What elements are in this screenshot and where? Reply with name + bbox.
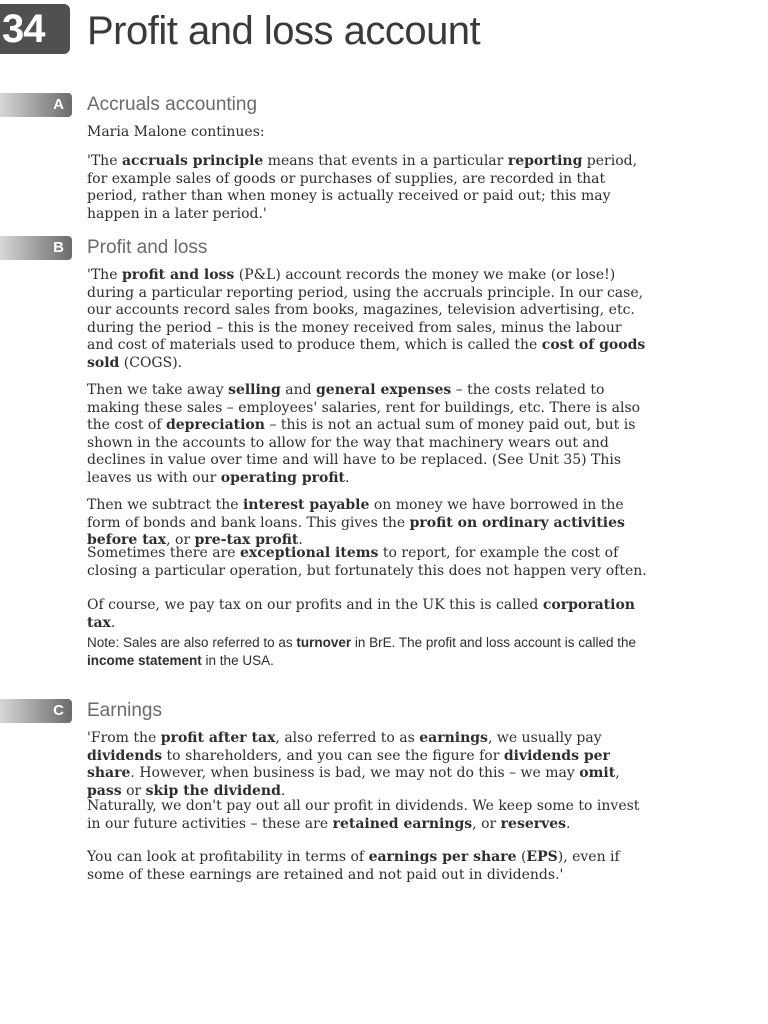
key-term: corporation tax <box>87 597 635 631</box>
section-b-paragraph-4 <box>87 545 652 580</box>
key-term: pre-tax profit <box>194 532 299 548</box>
text-run: to shareholders, and you can see the figure for <box>162 747 504 764</box>
unit-number-badge: 34 <box>0 4 70 54</box>
key-term: profit on ordinary activities before tax <box>87 514 625 548</box>
section-c-paragraph-1 <box>87 730 652 800</box>
text-run: to report, for example the cost of closing a particular operation, but fortunately this does not happen very often. <box>87 545 647 579</box>
key-term: interest payable <box>242 497 370 513</box>
key-term: general expenses <box>316 382 452 398</box>
key-term: accruals principle <box>121 153 264 169</box>
text-run: Of course, we pay tax on our profits and in the UK this is called <box>87 597 543 613</box>
text-run: on money we have borrowed in the form of bonds and bank loans. This gives the <box>87 497 624 531</box>
section-a-heading: Accruals accounting <box>87 94 258 115</box>
key-term: exceptional items <box>240 545 379 561</box>
page-title: Profit and loss account <box>87 9 481 53</box>
section-b-note <box>87 634 657 670</box>
key-term: skip the dividend <box>145 782 281 799</box>
text-run: means that events in a particular <box>263 153 508 169</box>
section-b-paragraph-2 <box>87 382 652 487</box>
text-run: , <box>615 765 620 781</box>
text-run: . <box>566 815 571 832</box>
section-c-badge: C <box>0 699 72 723</box>
section-b-paragraph-5 <box>87 597 652 632</box>
key-term: reporting <box>507 153 583 169</box>
text-run: – this is not an actual sum of money paid out, but is shown in the accounts to allow for the way that machinery wears out and declines in value over time and will have to be replaced. (See Unit 35) This leaves us with our <box>87 417 636 486</box>
text-run: . <box>345 469 350 486</box>
key-term: retained earnings <box>332 815 473 832</box>
key-term: dividends <box>87 747 163 764</box>
key-term: income statement <box>87 653 202 668</box>
text-run: 'The <box>87 153 122 169</box>
section-b-paragraph-3 <box>87 497 652 550</box>
text-run: in BrE. The profit and loss account is called the <box>351 635 637 650</box>
key-term: earnings <box>419 730 488 746</box>
text-run: , or <box>166 532 195 548</box>
section-c-paragraph-2 <box>87 798 652 833</box>
text-run: in the USA. <box>201 653 274 668</box>
key-term: depreciation <box>165 417 265 433</box>
section-c-heading: Earnings <box>87 700 162 721</box>
section-a-paragraph-1 <box>87 153 652 223</box>
text-run: . However, when business is bad, we may not do this – we may <box>130 765 580 781</box>
text-run: or <box>121 782 146 799</box>
text-run: 'From the <box>87 730 161 746</box>
key-term: omit <box>579 765 616 781</box>
key-term: dividends per share <box>87 747 610 781</box>
key-term: profit and loss <box>121 267 235 283</box>
section-b-heading: Profit and loss <box>87 237 208 258</box>
text-run: period, for example sales of goods or purchases of supplies, are recorded in that period, rather than when money is actually received or paid out; this may happen in a later period.' <box>87 153 638 222</box>
text-run: – the costs related to making these sales – employees' salaries, rent for buildings, etc. There is also the cost of <box>87 382 641 433</box>
key-term: profit after tax <box>160 730 276 746</box>
text-run: , or <box>472 815 501 832</box>
section-b-badge: B <box>0 236 72 260</box>
key-term: reserves <box>500 815 567 832</box>
key-term: selling <box>228 382 281 398</box>
section-a-badge: A <box>0 93 72 117</box>
text-run: and <box>280 382 317 398</box>
text-run: 'The <box>87 267 122 283</box>
text-run: Naturally, we don't pay out all our profit in dividends. We keep some to invest in our future activities – these are <box>87 798 640 832</box>
text-run: . <box>110 614 116 631</box>
text-run: Then we subtract the <box>87 497 243 513</box>
text-run: ), even if some of these earnings are retained and not paid out in dividends.' <box>87 849 620 883</box>
key-term: turnover <box>296 635 352 650</box>
text-run: , also referred to as <box>275 730 420 746</box>
key-term: operating profit <box>220 469 345 486</box>
text-run: . <box>298 532 303 548</box>
text-run: You can look at profitability in terms of <box>87 849 369 865</box>
key-term: pass <box>87 782 122 799</box>
key-term: earnings per share <box>368 849 517 865</box>
text-run: Note: Sales are also referred to as <box>87 635 297 650</box>
text-run: ( <box>516 849 527 865</box>
section-b-paragraph-1 <box>87 267 652 372</box>
text-run: , we usually pay <box>487 730 602 746</box>
section-a-intro: Maria Malone continues: <box>87 124 265 140</box>
text-run: Sometimes there are <box>87 545 241 561</box>
key-term: cost of goods sold <box>87 337 646 371</box>
text-run: (COGS). <box>119 354 183 371</box>
text-run: Then we take away <box>87 382 229 398</box>
text-run: . <box>280 782 286 799</box>
section-c-paragraph-3 <box>87 849 652 884</box>
key-term: EPS <box>526 849 558 865</box>
text-run: (P&L) account records the money we make (or lose!) during a particular reporting period, using the accruals principle. In our case, our accounts record sales from books, magazines, television advertising, etc. during the period – this is the money received from sales, minus the labour and cost of materials used to produce them, which is called the <box>87 267 644 353</box>
